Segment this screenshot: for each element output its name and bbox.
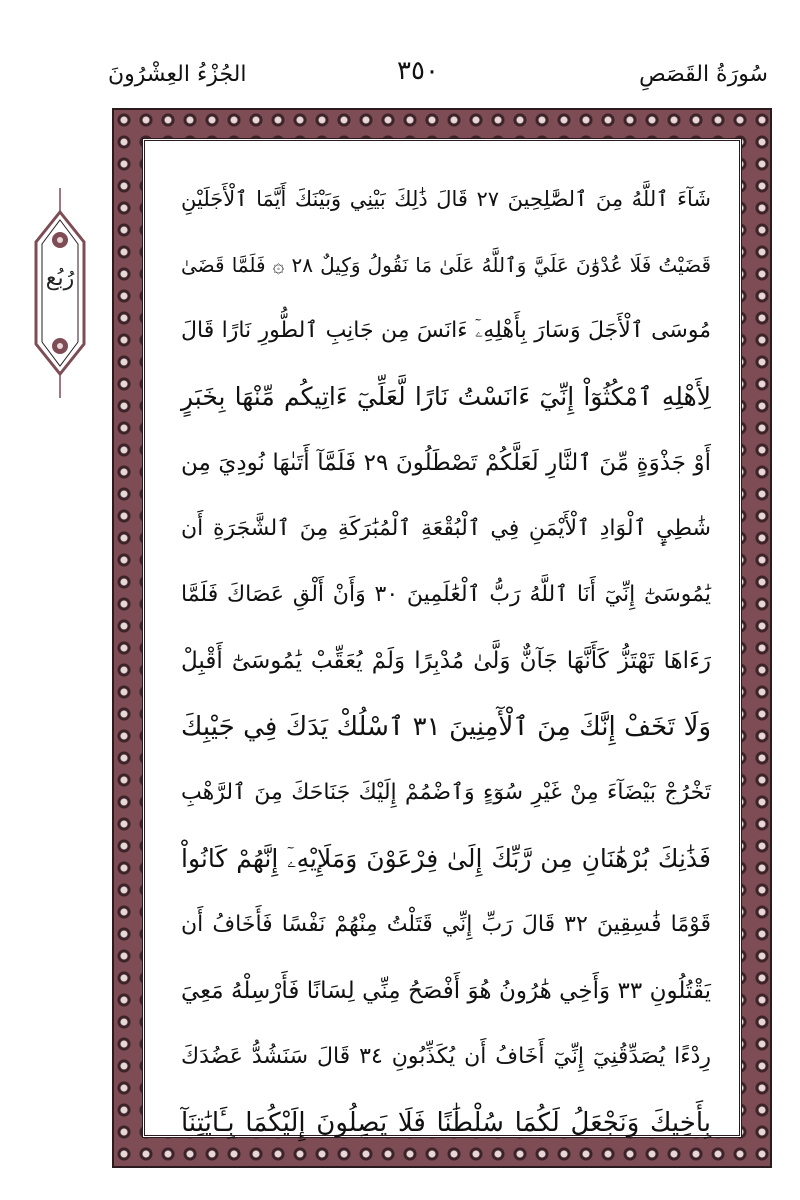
text-line: قَضَيْتُ فَلَا عُدْوَٰنَ عَلَيَّ وَٱللَّهُ عَلَىٰ مَا نَقُولُ وَكِيلٌ ٢٨ ۞ فَلَمَّا قَضَىٰ: [181, 253, 712, 277]
page-header: [0, 0, 800, 110]
page-border: [112, 108, 772, 1168]
surah-name: سُورَةُ القَصَصِ: [639, 62, 768, 87]
rub-ornament-icon: [28, 188, 92, 398]
text-line: يَقْتُلُونِ ٣٣ وَأَخِي هَٰرُونُ هُوَ أَفْصَحُ مِنِّي لِسَانًا فَأَرْسِلْهُ مَعِيَ: [181, 978, 711, 1004]
rub-marker: [28, 188, 92, 398]
text-line: أَوْ جَذْوَةٍ مِّنَ ٱلنَّارِ لَعَلَّكُمْ تَصْطَلُونَ ٢٩ فَلَمَّآ أَتَىٰهَا نُودِيَ مِن: [181, 450, 711, 476]
text-line: شَآءَ ٱللَّهُ مِنَ ٱلصَّٰلِحِينَ ٢٧ قَالَ ذَٰلِكَ بَيْنِي وَبَيْنَكَ أَيَّمَا ٱلْأَجَلَيْنِ: [181, 187, 711, 211]
text-line: رِدْءًا يُصَدِّقُنِيٓ إِنِّيٓ أَخَافُ أَن يُكَذِّبُونِ ٣٤ قَالَ سَنَشُدُّ عَضُدَكَ: [181, 1044, 711, 1069]
text-line: لِأَهْلِهِ ٱمْكُثُوٓاْ إِنِّيٓ ءَانَسْتُ نَارًا لَّعَلِّيٓ ءَاتِيكُم مِّنْهَا بِخَبَرٍ: [181, 382, 711, 411]
text-line: تَخْرُجْ بَيْضَآءَ مِنْ غَيْرِ سُوٓءٍ وَٱضْمُمْ إِلَيْكَ جَنَاحَكَ مِنَ ٱلرَّهْبِ: [181, 780, 711, 805]
text-line: قَوْمًا فَٰسِقِينَ ٣٢ قَالَ رَبِّ إِنِّي قَتَلْتُ مِنْهُمْ نَفْسًا فَأَخَافُ أَن: [181, 912, 711, 937]
text-line: شَٰطِيِٕ ٱلْوَادِ ٱلْأَيْمَنِ فِي ٱلْبُقْعَةِ ٱلْمُبَٰرَكَةِ مِنَ ٱلشَّجَرَةِ أَن: [181, 516, 711, 541]
page-number: ٣٥٠: [397, 56, 439, 86]
text-line: مُوسَى ٱلْأَجَلَ وَسَارَ بِأَهْلِهِۦٓ ءَانَسَ مِن جَانِبِ ٱلطُّورِ نَارًا قَالَ: [181, 318, 711, 343]
juz-name: الجُزْءُ العِشْرُونَ: [108, 62, 247, 87]
text-line: فَذَٰنِكَ بُرْهَٰنَانِ مِن رَّبِّكَ إِلَىٰ فِرْعَوْنَ وَمَلَإِيْهِۦٓ إِنَّهُمْ كَانُواْ: [181, 844, 711, 873]
rub-label: رُبُع: [45, 266, 75, 291]
text-line: وَلَا تَخَفْ إِنَّكَ مِنَ ٱلْأٓمِنِينَ ٣١ ٱسْلُكْ يَدَكَ فِي جَيْبِكَ: [181, 712, 711, 742]
text-line: بِأَخِيكَ وَنَجْعَلُ لَكُمَا سُلْطَٰنًا فَلَا يَصِلُونَ إِلَيْكُمَا بِـَٔايَٰتِنَآ: [181, 1108, 711, 1138]
quran-text: [181, 179, 712, 1138]
text-line: يَٰمُوسَىٰٓ إِنِّيٓ أَنَا ٱللَّهُ رَبُّ ٱلْعَٰلَمِينَ ٣٠ وَأَنْ أَلْقِ عَصَاكَ فَلَمَّا: [181, 582, 711, 607]
text-panel: [142, 138, 742, 1138]
text-line: رَءَاهَا تَهْتَزُّ كَأَنَّهَا جَآنٌّ وَلَّىٰ مُدْبِرًا وَلَمْ يُعَقِّبْ يَٰمُوسَىٰٓ أَقْبِلْ: [181, 648, 711, 674]
